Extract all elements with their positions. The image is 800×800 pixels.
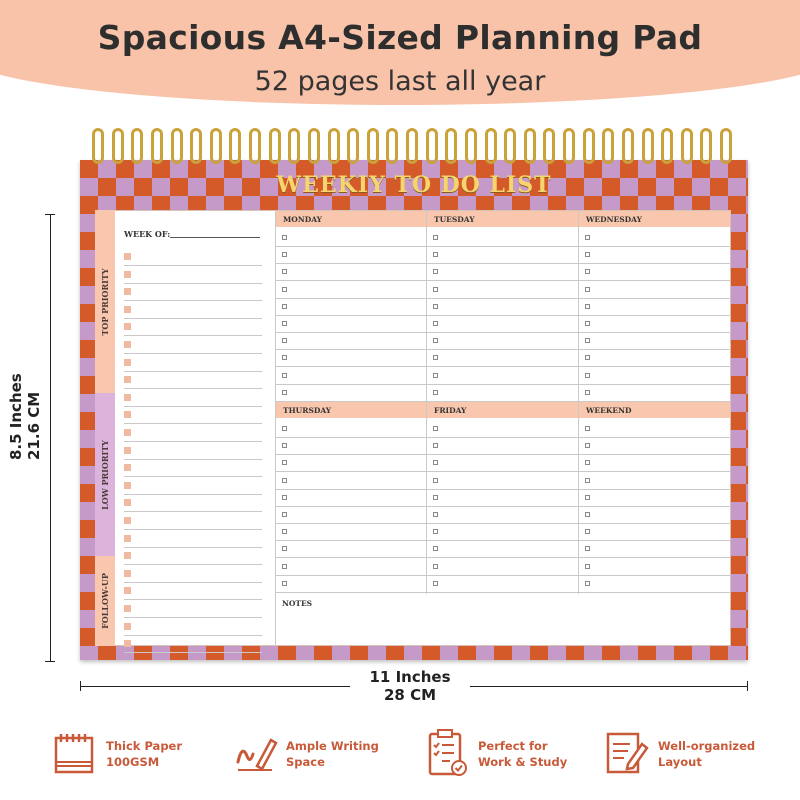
priority-checkbox[interactable] <box>124 411 131 418</box>
width-dimension-label <box>350 668 470 704</box>
spiral-ring <box>583 128 595 164</box>
task-checkbox[interactable] <box>433 546 438 551</box>
task-checkbox[interactable] <box>585 252 590 257</box>
notepad-icon <box>52 728 98 778</box>
task-checkbox[interactable] <box>433 355 438 360</box>
task-checkbox[interactable] <box>585 390 590 395</box>
priority-line <box>124 283 262 284</box>
height-dimension-line <box>50 214 51 662</box>
spiral-ring <box>386 128 398 164</box>
task-checkbox[interactable] <box>282 512 287 517</box>
priority-checkbox[interactable] <box>124 499 131 506</box>
spiral-ring <box>249 128 261 164</box>
spiral-ring <box>288 128 300 164</box>
task-line <box>276 332 426 333</box>
task-checkbox[interactable] <box>433 269 438 274</box>
width-cm: 28 CM <box>383 686 437 704</box>
spiral-ring <box>720 128 732 164</box>
priority-checkbox[interactable] <box>124 306 131 313</box>
task-line <box>579 437 730 438</box>
spiral-ring <box>269 128 281 164</box>
priority-checkbox[interactable] <box>124 587 131 594</box>
spiral-ring <box>229 128 241 164</box>
task-line <box>427 280 578 281</box>
task-checkbox[interactable] <box>282 287 287 292</box>
task-line <box>276 575 426 576</box>
priority-line <box>124 441 262 442</box>
task-line <box>579 401 730 402</box>
task-line <box>276 384 426 385</box>
feature-label: Thick Paper 100GSM <box>106 739 183 769</box>
task-checkbox[interactable] <box>282 546 287 551</box>
width-inches: 11 Inches <box>369 668 451 686</box>
task-line <box>427 506 578 507</box>
spiral-ring <box>524 128 536 164</box>
task-line <box>427 454 578 455</box>
feature-well-organized <box>604 728 755 778</box>
task-line <box>579 332 730 333</box>
task-line <box>579 384 730 385</box>
spiral-ring <box>406 128 418 164</box>
task-line <box>427 489 578 490</box>
task-line <box>579 575 730 576</box>
priority-line <box>124 635 262 636</box>
task-checkbox[interactable] <box>282 478 287 483</box>
task-line <box>427 437 578 438</box>
task-checkbox[interactable] <box>433 581 438 586</box>
height-inches: 8.5 Inches <box>7 373 25 460</box>
spiral-ring <box>700 128 712 164</box>
task-checkbox[interactable] <box>585 321 590 326</box>
task-checkbox[interactable] <box>433 304 438 309</box>
task-line <box>579 263 730 264</box>
task-line <box>276 523 426 524</box>
priority-line <box>124 406 262 407</box>
task-checkbox[interactable] <box>282 304 287 309</box>
task-line <box>579 489 730 490</box>
priority-line <box>124 547 262 548</box>
priority-checkbox[interactable] <box>124 323 131 330</box>
priority-line <box>124 459 262 460</box>
spiral-ring <box>485 128 497 164</box>
task-line <box>427 471 578 472</box>
task-line <box>427 298 578 299</box>
document-edit-icon <box>604 728 650 778</box>
spiral-ring <box>661 128 673 164</box>
priority-line <box>124 388 262 389</box>
spiral-ring <box>328 128 340 164</box>
pad-title: WEEKIY TO DO LIST <box>276 172 552 198</box>
task-line <box>579 471 730 472</box>
priority-line <box>124 335 262 336</box>
spiral-ring <box>112 128 124 164</box>
task-checkbox[interactable] <box>433 564 438 569</box>
task-checkbox[interactable] <box>433 443 438 448</box>
task-line <box>579 557 730 558</box>
task-checkbox[interactable] <box>585 373 590 378</box>
task-line <box>276 471 426 472</box>
spiral-ring <box>543 128 555 164</box>
task-checkbox[interactable] <box>282 426 287 431</box>
task-checkbox[interactable] <box>282 235 287 240</box>
priority-line <box>124 652 262 653</box>
task-checkbox[interactable] <box>585 443 590 448</box>
spiral-ring <box>504 128 516 164</box>
day-header-weekend: WEEKEND <box>579 402 730 418</box>
task-line <box>427 575 578 576</box>
task-checkbox[interactable] <box>585 304 590 309</box>
day-header-tuesday: TUESDAY <box>427 211 578 227</box>
priority-side-column <box>95 210 115 646</box>
task-checkbox[interactable] <box>585 426 590 431</box>
task-checkbox[interactable] <box>433 478 438 483</box>
priority-checkbox[interactable] <box>124 376 131 383</box>
priority-checkbox[interactable] <box>124 517 131 524</box>
task-checkbox[interactable] <box>585 338 590 343</box>
task-line <box>276 592 426 593</box>
task-checkbox[interactable] <box>282 443 287 448</box>
task-line <box>427 315 578 316</box>
task-checkbox[interactable] <box>433 495 438 500</box>
week-of-line <box>170 237 260 238</box>
task-line <box>276 540 426 541</box>
task-checkbox[interactable] <box>585 460 590 465</box>
priority-checkbox[interactable] <box>124 623 131 630</box>
task-line <box>276 506 426 507</box>
priority-checkbox[interactable] <box>124 605 131 612</box>
task-checkbox[interactable] <box>433 321 438 326</box>
task-line <box>427 246 578 247</box>
task-checkbox[interactable] <box>433 529 438 534</box>
task-line <box>276 263 426 264</box>
task-checkbox[interactable] <box>433 252 438 257</box>
spiral-ring <box>151 128 163 164</box>
spiral-ring <box>171 128 183 164</box>
task-line <box>427 540 578 541</box>
day-header-monday: MONDAY <box>276 211 426 227</box>
spiral-ring <box>367 128 379 164</box>
spiral-ring <box>426 128 438 164</box>
spiral-ring <box>347 128 359 164</box>
task-line <box>579 540 730 541</box>
feature-thick-paper <box>52 728 182 778</box>
task-line <box>579 454 730 455</box>
page-title: Spacious A4-Sized Planning Pad <box>97 18 703 57</box>
task-line <box>579 592 730 593</box>
feature-ample-writing <box>232 728 379 778</box>
priority-checkbox[interactable] <box>124 288 131 295</box>
priority-line <box>124 617 262 618</box>
priority-line <box>124 371 262 372</box>
task-line <box>579 298 730 299</box>
task-checkbox[interactable] <box>282 252 287 257</box>
spiral-ring <box>642 128 654 164</box>
task-checkbox[interactable] <box>585 269 590 274</box>
task-checkbox[interactable] <box>282 564 287 569</box>
task-checkbox[interactable] <box>585 287 590 292</box>
task-checkbox[interactable] <box>585 355 590 360</box>
spiral-ring <box>563 128 575 164</box>
task-line <box>427 557 578 558</box>
priority-line <box>124 353 262 354</box>
task-checkbox[interactable] <box>282 460 287 465</box>
task-checkbox[interactable] <box>433 338 438 343</box>
task-line <box>276 298 426 299</box>
page-subtitle: 52 pages last all year <box>254 66 546 97</box>
priority-line <box>124 599 262 600</box>
task-line <box>579 366 730 367</box>
task-line <box>276 454 426 455</box>
priority-checkbox[interactable] <box>124 482 131 489</box>
task-line <box>276 349 426 350</box>
priority-checkbox[interactable] <box>124 552 131 559</box>
height-cm: 21.6 CM <box>25 391 43 460</box>
priority-line <box>124 423 262 424</box>
task-checkbox[interactable] <box>282 321 287 326</box>
task-checkbox[interactable] <box>282 338 287 343</box>
spiral-ring <box>92 128 104 164</box>
task-checkbox[interactable] <box>585 529 590 534</box>
priority-line <box>124 511 262 512</box>
spiral-ring <box>622 128 634 164</box>
priority-line <box>124 494 262 495</box>
spiral-ring <box>190 128 202 164</box>
task-line <box>276 557 426 558</box>
spiral-binding <box>92 128 732 168</box>
priority-line <box>124 265 262 266</box>
task-line <box>427 384 578 385</box>
spiral-ring <box>445 128 457 164</box>
spiral-ring <box>210 128 222 164</box>
priority-checkbox[interactable] <box>124 253 131 260</box>
height-dimension-label <box>3 373 47 460</box>
task-checkbox[interactable] <box>433 287 438 292</box>
priority-line <box>124 564 262 565</box>
priority-checkbox[interactable] <box>124 464 131 471</box>
spiral-ring <box>602 128 614 164</box>
task-line <box>579 280 730 281</box>
task-checkbox[interactable] <box>433 426 438 431</box>
task-line <box>276 315 426 316</box>
spiral-ring <box>465 128 477 164</box>
task-checkbox[interactable] <box>282 269 287 274</box>
task-line <box>427 592 578 593</box>
priority-checkbox[interactable] <box>124 341 131 348</box>
priority-checkbox[interactable] <box>124 640 131 647</box>
spiral-ring <box>131 128 143 164</box>
task-checkbox[interactable] <box>433 460 438 465</box>
task-line <box>579 246 730 247</box>
task-checkbox[interactable] <box>282 495 287 500</box>
priority-line <box>124 476 262 477</box>
priority-checkbox[interactable] <box>124 429 131 436</box>
day-header-friday: FRIDAY <box>427 402 578 418</box>
priority-checkbox[interactable] <box>124 394 131 401</box>
follow-up-label: FOLLOW-UP <box>100 573 110 629</box>
task-line <box>276 437 426 438</box>
feature-label: Well-organized Layout <box>658 739 756 769</box>
task-line <box>427 523 578 524</box>
pen-writing-icon <box>232 728 278 778</box>
week-of-label: WEEK OF: <box>124 229 171 239</box>
feature-label: Perfect for Work & Study <box>478 739 568 769</box>
planner-sheet <box>95 210 731 646</box>
task-line <box>427 332 578 333</box>
task-line <box>579 349 730 350</box>
day-header-wednesday: WEDNESDAY <box>579 211 730 227</box>
task-checkbox[interactable] <box>282 390 287 395</box>
feature-work-study <box>424 728 567 778</box>
priority-checkbox[interactable] <box>124 447 131 454</box>
follow-up-band <box>95 556 115 646</box>
priority-line <box>124 529 262 530</box>
task-line <box>276 246 426 247</box>
task-checkbox[interactable] <box>585 512 590 517</box>
task-checkbox[interactable] <box>585 564 590 569</box>
priority-line <box>124 582 262 583</box>
task-checkbox[interactable] <box>585 581 590 586</box>
task-checkbox[interactable] <box>282 581 287 586</box>
task-line <box>427 401 578 402</box>
task-checkbox[interactable] <box>282 529 287 534</box>
notes-label: NOTES <box>282 599 313 608</box>
priority-checkbox[interactable] <box>124 271 131 278</box>
low-priority-band <box>95 393 115 556</box>
task-line <box>427 263 578 264</box>
task-line <box>579 315 730 316</box>
task-checkbox[interactable] <box>433 373 438 378</box>
task-line <box>276 366 426 367</box>
task-line <box>579 523 730 524</box>
priority-checkbox[interactable] <box>124 535 131 542</box>
task-line <box>427 366 578 367</box>
priority-line <box>124 318 262 319</box>
task-checkbox[interactable] <box>282 373 287 378</box>
task-line <box>276 489 426 490</box>
top-priority-band <box>95 210 115 393</box>
task-checkbox[interactable] <box>585 235 590 240</box>
low-priority-label: LOW PRIORITY <box>100 439 110 510</box>
day-header-thursday: THURSDAY <box>276 402 426 418</box>
task-checkbox[interactable] <box>585 478 590 483</box>
feature-label: Ample Writing Space <box>286 739 379 769</box>
top-priority-label: TOP PRIORITY <box>100 267 110 336</box>
task-checkbox[interactable] <box>585 495 590 500</box>
spiral-ring <box>681 128 693 164</box>
task-line <box>276 280 426 281</box>
spiral-ring <box>308 128 320 164</box>
priority-checkbox[interactable] <box>124 359 131 366</box>
priority-line <box>124 300 262 301</box>
task-checkbox[interactable] <box>433 512 438 517</box>
left-panel-divider <box>275 210 276 646</box>
task-checkbox[interactable] <box>433 235 438 240</box>
task-line <box>579 506 730 507</box>
task-checkbox[interactable] <box>585 546 590 551</box>
clipboard-checklist-icon <box>424 728 470 778</box>
task-line <box>276 401 426 402</box>
task-line <box>427 349 578 350</box>
task-checkbox[interactable] <box>282 355 287 360</box>
task-checkbox[interactable] <box>433 390 438 395</box>
priority-checkbox[interactable] <box>124 570 131 577</box>
